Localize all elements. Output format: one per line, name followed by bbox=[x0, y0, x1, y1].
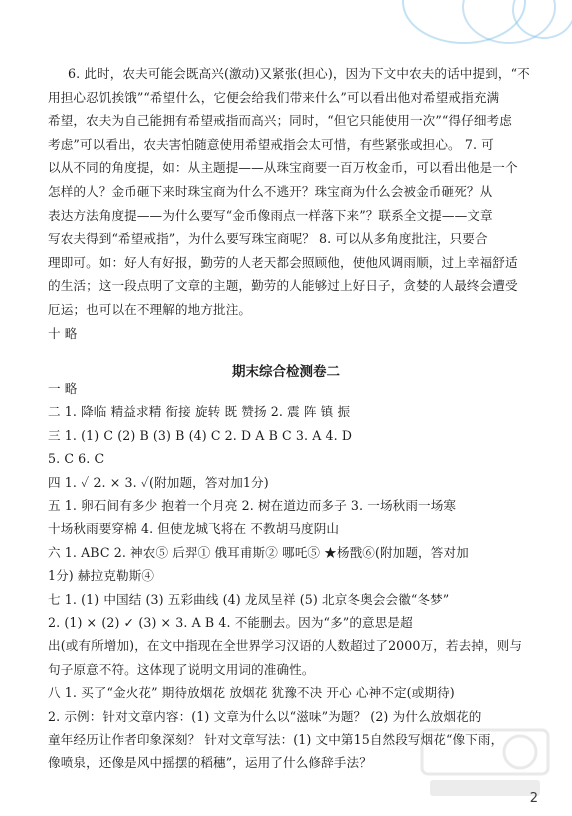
answer-line: 的生活；这一段点明了文章的主题，勤劳的人能够过上好日子，贪婪的人最终会遭受 bbox=[48, 278, 518, 294]
answer-line: 厄运；也可以在不理解的地方批注。 bbox=[48, 302, 252, 317]
answer-line: 6. 此时，农夫可能会既高兴(激动)又紧张(担心)，因为下文中农夫的话中提到，“不 bbox=[68, 66, 530, 81]
answer-line: 五 1. 卵石间有多少 抱着一个月亮 2. 树在道边而多子 3. 一场秋雨一场寒 bbox=[48, 498, 457, 513]
answer-line: 表达方法角度提——为什么要写“金币像雨点一样落下来”？联系全文提——文章 bbox=[48, 207, 493, 223]
answer-line: 二 1. 降临 精益求精 衔接 旋转 既 赞扬 2. 震 阵 镇 振 bbox=[48, 404, 351, 420]
answer-line: 七 1. (1) 中国结 (3) 五彩曲线 (4) 龙凤呈祥 (5) 北京冬奥会会徽“冬梦” bbox=[48, 591, 450, 607]
answer-line: 一 略 bbox=[48, 381, 78, 396]
answer-line: 以从不同的角度提，如：从主题提——从珠宝商要一百万枚金币，可以看出他是一个 bbox=[48, 160, 518, 176]
answer-line: 写农夫得到“希望戒指”，为什么要写珠宝商呢？ 8. 可以从多角度批注，只要合 bbox=[48, 231, 488, 247]
answer-line: 5. C 6. C bbox=[48, 451, 105, 467]
answer-line: 童年经历让作者印象深刻？ 针对文章写法：(1) 文中第15自然段写烟花“像下雨， bbox=[48, 732, 504, 747]
section-title: 期末综合检测卷二 bbox=[232, 364, 340, 380]
answer-line: 八 1. 买了“金火花” 期待放烟花 放烟花 犹豫不决 开心 心神不定(或期待) bbox=[48, 685, 455, 701]
page-number: 2 bbox=[529, 791, 538, 806]
answer-line: 理即可。如：好人有好报，勤劳的人老天都会照顾他，使他风调雨顺，过上幸福舒适 bbox=[48, 254, 518, 270]
answer-line: 句子原意不符。这体现了说明文用词的准确性。 bbox=[48, 661, 315, 677]
answer-line: 四 1. ✓ 2. × 3. ✓(附加题，答对加1分) bbox=[48, 474, 269, 490]
answer-line: 用担心忍饥挨饿”“希望什么，它便会给我们带来什么”可以看出他对希望戒指充满 bbox=[48, 89, 500, 105]
answer-line: 希望，农夫为自己能拥有希望戒指而高兴；同时，“但它只能使用一次”“得仔细考虑 bbox=[48, 113, 512, 129]
answer-line: 六 1. ABC 2. 神农⑤ 后羿① 俄耳甫斯② 哪吒⑤ ★杨戬⑥(附加题，答对加 bbox=[48, 544, 469, 560]
answer-line: 怎样的人？金币砸下来时珠宝商为什么不逃开？珠宝商为什么会被金币砸死？从 bbox=[48, 184, 493, 199]
answer-line: 2. (1) × (2) ✓ (3) × 3. A B 4. 不能删去。因为“多”的意思是超 bbox=[48, 615, 413, 630]
answer-line: 十 略 bbox=[48, 325, 78, 341]
watermark-logo bbox=[420, 728, 550, 800]
answer-line: 三 1. (1) C (2) B (3) B (4) C 2. D A B C 3. A 4. D bbox=[48, 427, 353, 443]
answer-line: 十场秋雨要穿棉 4. 但使龙城飞将在 不教胡马度阴山 bbox=[48, 521, 340, 537]
answer-line: 2. 示例：针对文章内容：(1) 文章为什么以“滋味”为题？ (2) 为什么放烟花的 bbox=[48, 708, 482, 724]
answer-line: 考虑”可以看出，农夫害怕随意使用希望戒指会太可惜，有些紧张或担心。 7. 可 bbox=[48, 136, 494, 152]
answer-line: 像喷泉，还像是风中摇摆的稻穗”，运用了什么修辞手法？ bbox=[48, 755, 372, 771]
answer-line: 出(或有所增加)，在文中指现在全世界学习汉语的人数超过了2000万，若去掉，则与 bbox=[48, 638, 523, 654]
answer-line: 1分) 赫拉克勒斯④ bbox=[48, 568, 155, 584]
